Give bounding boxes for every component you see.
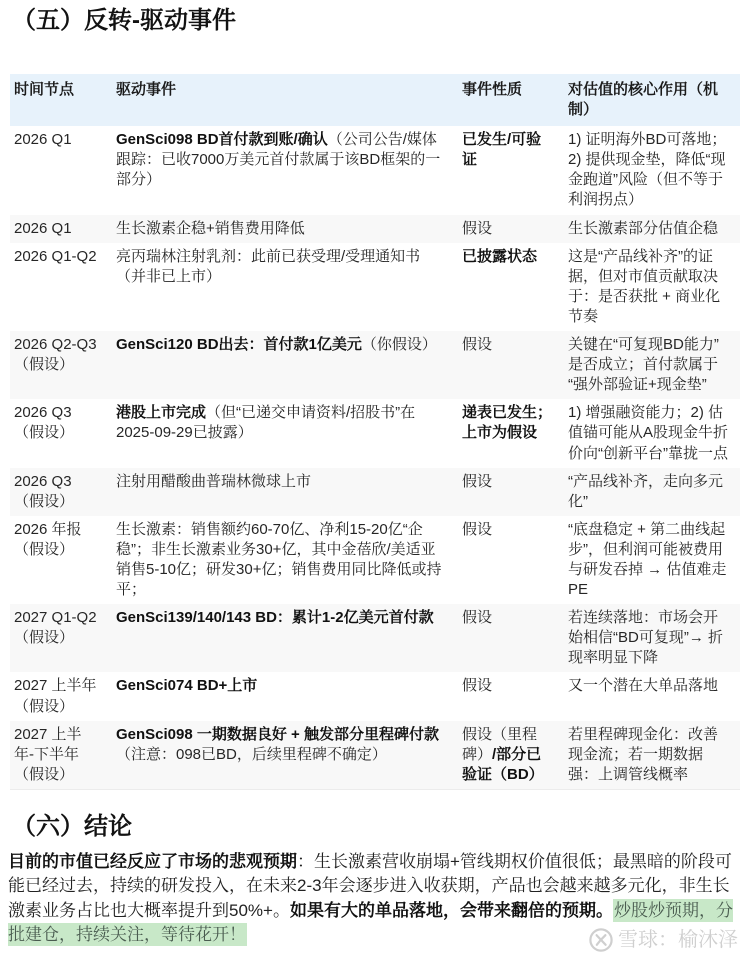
event-bold-text: GenSci098 BD首付款到账/确认 xyxy=(116,131,328,149)
cell-event xyxy=(112,243,458,331)
table-row xyxy=(10,215,740,243)
table-row xyxy=(10,516,740,604)
cell-time: 2026 Q2-Q3（假设） xyxy=(14,336,97,374)
table-header-row xyxy=(10,74,740,126)
event-bold-text: 港股上市完成 xyxy=(116,404,207,422)
event-bold-text: GenSci098 一期数据良好 + 触发部分里程碑付款 xyxy=(116,725,439,743)
event-bold-text: GenSci139/140/143 BD：累计1-2亿美元首付款 xyxy=(116,609,434,627)
section-title-conclusion: （六）结论 xyxy=(12,812,132,840)
cell-nature xyxy=(458,126,564,214)
cell-event xyxy=(112,331,458,399)
event-regular-text: 注射用醋酸曲普瑞林微球上市 xyxy=(116,472,312,490)
table-row xyxy=(10,331,740,399)
cell-effect: 关键在“可复现BD能力”是否成立；首付款属于“强外部验证+现金垫” xyxy=(568,336,719,394)
nature-bold-text: 已披露状态 xyxy=(462,247,538,265)
cell-time: 2026 Q1-Q2 xyxy=(14,247,97,265)
cell-time: 2026 Q3（假设） xyxy=(14,472,75,510)
xueqiu-watermark xyxy=(588,927,738,953)
cell-effect: 生长激素部分估值企稳 xyxy=(568,219,719,237)
table-row xyxy=(10,399,740,467)
cell-nature xyxy=(458,215,564,243)
event-regular-text: （你假设） xyxy=(361,336,437,354)
cell-event xyxy=(112,126,458,214)
cell-time: 2026 Q1 xyxy=(14,131,72,149)
cell-nature xyxy=(458,721,564,790)
nature-regular-text: 假设 xyxy=(462,472,493,490)
watermark-text: 雪球：榆沐泽 xyxy=(618,929,738,951)
table-row xyxy=(10,243,740,331)
cell-nature xyxy=(458,516,564,604)
conclusion-highlight: 炒股炒预期，分批建仓，持续关注，等待花开！ xyxy=(8,900,733,945)
cell-effect: “底盘稳定 + 第二曲线起步”，但利润可能被费用与研发吞掉 → 估值难走PE xyxy=(568,520,727,599)
section-title-driving-events: （五）反转-驱动事件 xyxy=(12,7,236,34)
nature-regular-text: 假设（里程碑） xyxy=(462,725,538,763)
cell-event xyxy=(112,516,458,604)
cell-nature xyxy=(458,331,564,399)
table-row xyxy=(10,721,740,790)
cell-effect: “产品线补齐，走向多元化” xyxy=(568,472,723,510)
cell-event xyxy=(112,604,458,672)
conclusion-body-text: ：生长激素营收崩塌+管线期权价值很低；最黑暗的阶段可能已经过去，持续的研发投入，在未来2-3年会逐步进入收获期，产品也会越来越多元化，非生长激素业务占比也大概率提升到50%+。 xyxy=(8,851,732,920)
event-bold-text: GenSci074 BD+上市 xyxy=(116,677,258,695)
table-row xyxy=(10,604,740,672)
nature-bold-text: 递表已发生；上市为假设 xyxy=(462,404,553,442)
table-row xyxy=(10,126,740,214)
nature-regular-text: 假设 xyxy=(462,520,493,538)
event-regular-text: （公司公告/媒体跟踪：已收7000万美元首付款属于该BD框架的一部分） xyxy=(116,131,441,189)
nature-regular-text: 假设 xyxy=(462,609,493,627)
cell-time: 2026 年报（假设） xyxy=(14,520,82,558)
table-row xyxy=(10,672,740,720)
conclusion-lead-bold: 目前的市值已经反应了市场的悲观预期 xyxy=(8,851,297,871)
cell-nature xyxy=(458,604,564,672)
event-regular-text: （但“已递交申请资料/招股书”在2025-09-29已披露） xyxy=(116,404,416,442)
cell-event xyxy=(112,215,458,243)
cell-event xyxy=(112,721,458,790)
nature-regular-text: 假设 xyxy=(462,336,493,354)
cell-time: 2027 Q1-Q2（假设） xyxy=(14,609,97,647)
cell-time: 2026 Q3（假设） xyxy=(14,404,75,442)
nature-bold-text: 已发生/可验证 xyxy=(462,131,542,169)
cell-effect: 这是“产品线补齐”的证据，但对市值贡献取决于：是否获批 + 商业化节奏 xyxy=(568,247,721,325)
cell-nature xyxy=(458,672,564,720)
cell-nature xyxy=(458,243,564,331)
table-row xyxy=(10,468,740,516)
nature-regular-text: 假设 xyxy=(462,219,493,237)
event-regular-text: 亮丙瑞林注射乳剂：此前已获受理/受理通知书（并非已上市） xyxy=(116,247,421,285)
cell-time: 2027 上半年-下半年（假设） xyxy=(14,725,82,783)
event-regular-text: 生长激素企稳+销售费用降低 xyxy=(116,219,305,237)
cell-nature xyxy=(458,468,564,516)
xueqiu-logo-icon xyxy=(588,927,614,953)
col-header-event: 驱动事件 xyxy=(112,74,458,126)
nature-bold-text: /部分已验证（BD） xyxy=(462,745,544,783)
col-header-effect: 对估值的核心作用（机制） xyxy=(564,74,740,126)
col-header-nature: 事件性质 xyxy=(458,74,564,126)
event-bold-text: GenSci120 BD出去：首付款1亿美元 xyxy=(116,336,362,354)
cell-effect: 若连续落地：市场会开始相信“BD可复现”→ 折现率明显下降 xyxy=(568,609,723,667)
cell-time: 2027 上半年（假设） xyxy=(14,677,97,715)
cell-event xyxy=(112,399,458,467)
col-header-time: 时间节点 xyxy=(10,74,112,126)
cell-effect: 又一个潜在大单品落地 xyxy=(568,677,719,695)
cell-nature xyxy=(458,399,564,467)
cell-event xyxy=(112,468,458,516)
driving-events-table xyxy=(10,74,740,790)
cell-time: 2026 Q1 xyxy=(14,219,72,237)
conclusion-emphasis-bold: 如果有大的单品落地，会带来翻倍的预期。 xyxy=(289,900,613,920)
cell-effect: 1) 增强融资能力；2) 估值锚可能从A股现金牛折价向“创新平台”靠拢一点 xyxy=(568,404,729,462)
event-regular-text: 生长激素：销售额约60-70亿、净利15-20亿“企稳”；非生长激素业务30+亿，其中金蓓欣/美适亚销售5-10亿；研发30+亿；销售费用同比降低或持平； xyxy=(116,520,442,599)
cell-event xyxy=(112,672,458,720)
event-regular-text: （注意：098已BD，后续里程碑不确定） xyxy=(116,745,387,763)
cell-effect: 若里程碑现金化：改善现金流；若一期数据强：上调管线概率 xyxy=(568,725,719,783)
nature-regular-text: 假设 xyxy=(462,677,493,695)
cell-effect: 1) 证明海外BD可落地；2) 提供现金垫，降低“现金跑道”风险（但不等于利润拐点） xyxy=(568,131,727,209)
